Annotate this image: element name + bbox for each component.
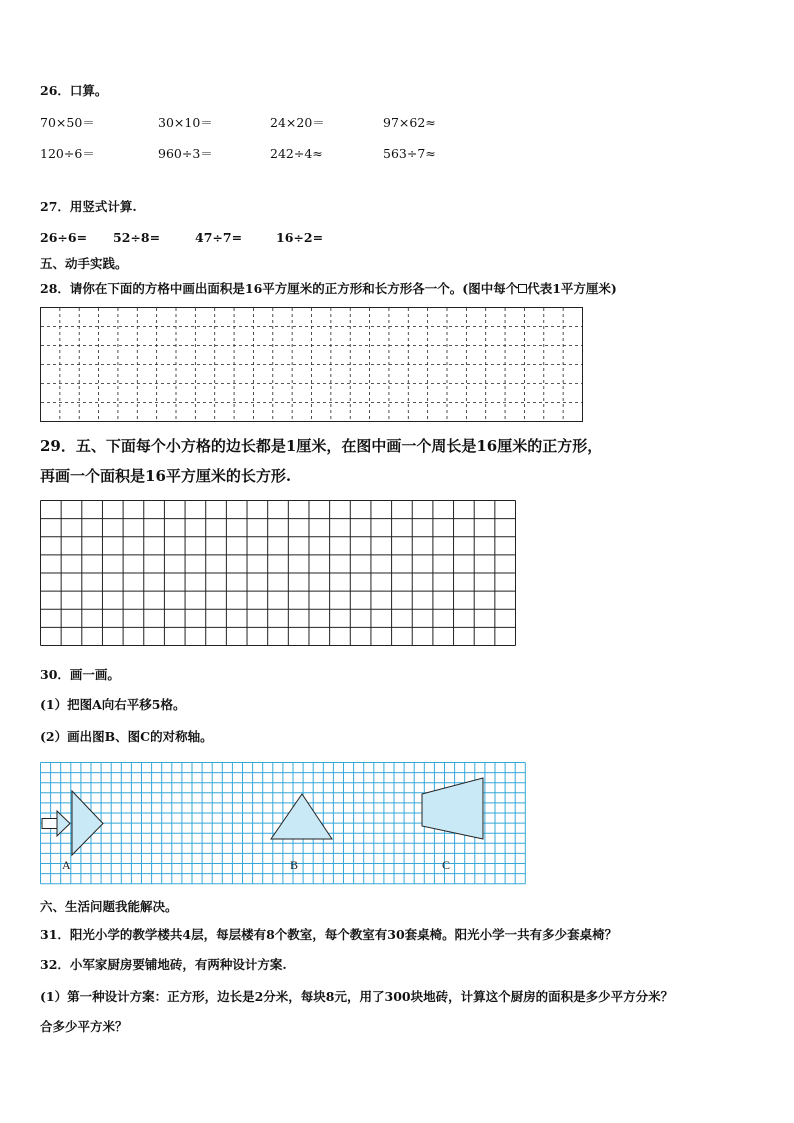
section-5-heading: 五、动手实践。 [40, 256, 128, 271]
q26-item-3: 24×20＝ [270, 115, 325, 130]
figure-b-label: B [290, 858, 299, 872]
figure-c-label: C [442, 858, 451, 872]
figure-a-label: A [62, 858, 71, 872]
figure-a-rectangle[interactable] [42, 819, 57, 829]
q26-item-2: 30×10＝ [158, 115, 213, 130]
small-square-icon [518, 284, 527, 293]
q29-grid-lines [41, 501, 516, 646]
q29-line-2: 再画一个面积是16平方厘米的长方形. [40, 467, 292, 485]
q32-sub-1-line-1: (1）第一种设计方案：正方形，边长是2分米，每块8元，用了300块地砖，计算这个厨房的面积是多少平方分米？ [40, 989, 674, 1004]
q30-sub-1: (1）把图A向右平移5格。 [40, 697, 186, 712]
q27-item-2: 52÷8= [113, 230, 161, 245]
q27-item-3: 47÷7= [195, 230, 243, 245]
figure-c-trapezoid[interactable] [422, 778, 483, 839]
q26-item-6: 960÷3＝ [158, 146, 213, 161]
q32-sub-1-line-2: 合多少平方米？ [40, 1019, 128, 1034]
q30-blue-grid[interactable] [40, 762, 532, 888]
section-6-heading: 六、生活问题我能解决。 [40, 899, 178, 914]
figure-a-triangle[interactable] [72, 791, 103, 855]
q29-square-grid[interactable] [40, 500, 518, 650]
q30-sub-2: (2）画出图B、图C的对称轴。 [40, 729, 213, 744]
q27-item-1: 26÷6= [40, 230, 88, 245]
q26-item-7: 242÷4≈ [270, 146, 323, 161]
q26-item-1: 70×50＝ [40, 115, 95, 130]
figure-a-notch[interactable] [57, 811, 70, 836]
q27-title: 27．用竖式计算. [40, 199, 137, 214]
q31-text: 31．阳光小学的教学楼共4层，每层楼有8个教室，每个教室有30套桌椅。阳光小学一共有多少套桌椅？ [40, 927, 618, 942]
q32-title: 32．小军家厨房要铺地砖，有两种设计方案. [40, 957, 287, 972]
q28-dashed-grid[interactable] [40, 307, 585, 424]
q26-item-8: 563÷7≈ [383, 146, 436, 161]
q26-item-4: 97×62≈ [383, 115, 436, 130]
q26-title: 26．口算。 [40, 83, 108, 98]
q28-text: 28．请你在下面的方格中画出面积是16平方厘米的正方形和长方形各一个。(图中每个 代表1平方厘米) [40, 281, 617, 296]
q29-line-1: 29．五、下面每个小方格的边长都是1厘米，在图中画一个周长是16厘米的正方形， [40, 437, 603, 455]
q26-item-5: 120÷6＝ [40, 146, 95, 161]
q27-item-4: 16÷2= [276, 230, 324, 245]
q30-title: 30．画一画。 [40, 667, 120, 682]
q28-grid-dashed-lines [41, 308, 582, 421]
